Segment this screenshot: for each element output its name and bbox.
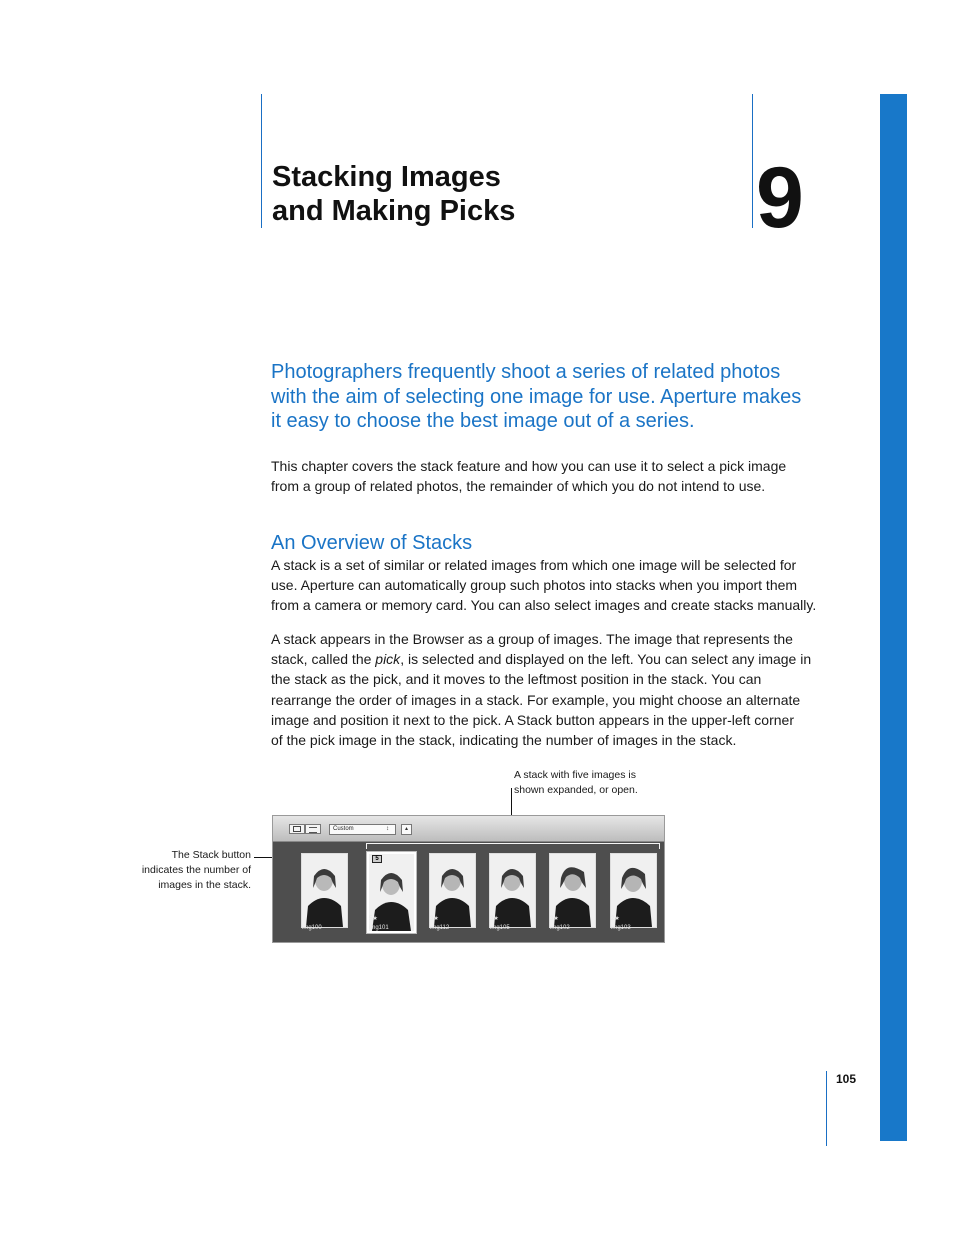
portrait-image [302,854,347,927]
paragraph-line: A stack is a set of similar or related images from which one image will be selected for [271,557,797,573]
thumbnail-image[interactable] [301,853,348,928]
section-heading: An Overview of Stacks [271,532,473,554]
thumbnail-label: img101 [369,925,389,931]
chapter-summary-paragraph [271,456,831,496]
chapter-title-line: Stacking Images [272,161,501,193]
paragraph-line: image and position it next to the pick. A Stack button appears in the upper-left corner [271,711,794,728]
caption-line: shown expanded, or open. [514,784,638,796]
stack-bracket [659,843,660,849]
paragraph-line: This chapter covers the stack feature and how you can use it to select a pick image [271,458,787,474]
stack-browser-paragraph [271,629,831,750]
chapter-number: 9 [756,150,804,246]
thumbnail-label: img112 [430,925,450,931]
paragraph-line: of the pick image in the stack, indicating the number of images in the stack. [271,732,737,749]
paragraph-line: the stack as the pick, and it moves to the leftmost position in the stack. You can [271,671,762,688]
caption-line: A stack with five images is [514,769,636,781]
caption-line: indicates the number of [141,864,251,876]
stack-bracket [366,843,660,844]
page-number-rule [826,1071,827,1146]
text-run: stack, called the [271,651,376,668]
intro-line: it easy to choose the best image out of a series. [271,410,695,432]
title-rule-left [261,94,262,228]
browser-screenshot [272,815,665,943]
browser-toolbar [273,816,664,842]
stack-definition-paragraph [271,555,831,616]
chapter-title [272,160,515,228]
paragraph-line: from a camera or memory card. You can also select images and create stacks manually. [271,597,817,614]
pick-term: pick [375,651,401,668]
thumbnail-rating: 3★ [490,916,499,922]
thumbnail-rating: 3★ [430,916,439,922]
page-number: 105 [836,1072,857,1086]
sort-direction-stepper[interactable]: ▴ [401,824,412,835]
thumbnail-rating: 2★ [611,916,620,922]
thumbnail-rating: 3★ [550,916,559,922]
caption-stack-expanded [514,768,638,798]
list-view-button[interactable] [305,824,321,834]
intro-line: Photographers frequently shoot a series of related photos [271,361,781,383]
chapter-intro [271,360,831,434]
grid-icon [293,826,301,832]
text-run: , is selected and displayed on the left. You can select any image in [400,651,812,668]
title-rule-right [752,94,753,228]
select-arrows-icon: ↕ [386,826,389,832]
caption-stack-button [120,848,251,893]
sort-select[interactable]: Custom [329,824,396,835]
grid-view-button[interactable] [289,824,305,834]
chapter-tab-bar [880,94,907,1141]
chapter-title-line: and Making Picks [272,195,516,227]
caption-line: images in the stack. [158,879,251,891]
thumbnail-label: img105 [490,925,510,931]
paragraph-line [271,649,831,669]
thumbnail-label: img100 [302,925,322,931]
stack-bracket [366,843,367,849]
stack-button[interactable]: 5 [372,855,382,863]
thumbnail-rating: 5★ [369,916,378,922]
list-icon [309,827,317,833]
thumbnail-label: img103 [611,925,631,931]
paragraph-line: use. Aperture can automatically group such photos into stacks when you import them [271,577,798,594]
thumbnail-label: img102 [550,925,570,931]
paragraph-line: A stack appears in the Browser as a group of images. The image that represents the [271,631,793,647]
caption-line: The Stack button [171,849,251,861]
paragraph-line: from a group of related photos, the remainder of which you do not intend to use. [271,478,766,495]
intro-line: with the aim of selecting one image for use. Aperture makes [271,385,802,408]
paragraph-line: rearrange the order of images in a stack. For example, you might choose an alternate [271,691,801,708]
